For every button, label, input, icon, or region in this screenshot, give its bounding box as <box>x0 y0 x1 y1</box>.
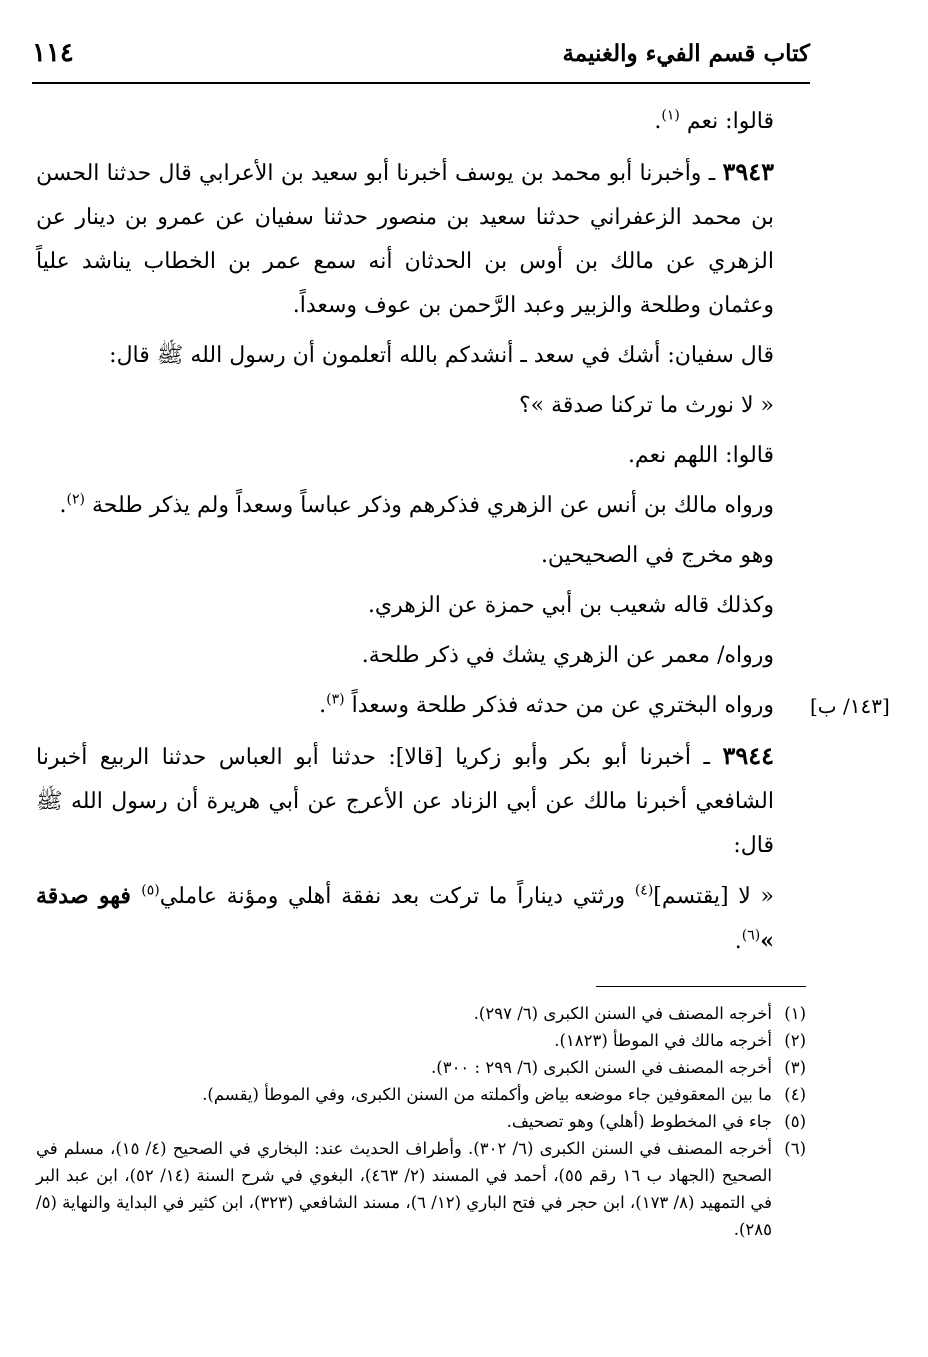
footnote-text: أخرجه المصنف في السنن الكبرى (٦/ ٣٠٢). وأطراف الحديث عند: البخاري في الصحيح (٤/ ١٥)، مسلم في الصحيح (الجهاد ب ١٦ رقم ٥٥)، أحمد في المسند (٢/ ٤٦٣)، البغوي في شرح السنة (١٤/ ٥٢)، ابن عبد البر في التمهيد (٨/ ١٧٣)، ابن حجر في فتح الباري (١٢/ ٦)، مسند الشافعي (٣٢٣)، ابن كثير في البداية والنهاية (٥/ ٢٨٥). <box>36 1139 772 1239</box>
paragraph: ورواه البختري عن من حدثه فذكر طلحة وسعداً $^{(٣)}$. <box>319 691 774 718</box>
footnote-ref: (٤) <box>634 882 654 899</box>
footnote-ref: (١) <box>661 107 680 124</box>
footnote <box>36 1054 806 1081</box>
footnote <box>36 1081 806 1108</box>
hadith-number: ٣٩٤٣ <box>722 157 774 186</box>
paragraph: وهو مخرج في الصحيحين. <box>540 543 774 568</box>
paragraph: ورواه/ معمر عن الزهري يشك في ذكر طلحة. <box>361 643 774 668</box>
footnote-number: (٤) <box>784 1085 806 1104</box>
footnote-number: (١) <box>784 1004 806 1023</box>
footnote-text: أخرجه مالك في الموطأ (١٨٢٣). <box>554 1031 772 1050</box>
footnote-text: أخرجه المصنف في السنن الكبرى (٦/ ٢٩٧). <box>473 1004 772 1023</box>
footnote-ref: (٦) <box>741 927 761 944</box>
footnote-number: (٣) <box>784 1058 806 1077</box>
footnote <box>36 1027 806 1054</box>
hadith-paragraph: ٣٩٤٣ ـ وأخبرنا أبو محمد بن يوسف أخبرنا أبو سعيد بن الأعرابي قال حدثنا الحسن بن محمد الزعفراني حدثنا سعيد بن منصور حدثنا سفيان عن عمرو بن دينار عن الزهري عن مالك بن أوس بن الحدثان أنه سمع عمر بن الخطاب يناشد علياً وعثمان وطلحة والزبير وعبد الرَّحمن بن عوف وسعداً. <box>36 157 774 318</box>
footnote-ref: (٣) <box>326 691 345 708</box>
footnote-divider <box>596 986 806 987</box>
manuscript-folio-marker: [١٤٣/ ب] <box>810 694 890 718</box>
footnote-ref: (٢) <box>66 491 85 508</box>
hadith-paragraph: ٣٩٤٤ ـ أخبرنا أبو بكر وأبو زكريا [قالا]: حدثنا أبو العباس حدثنا الربيع أخبرنا الشافعي أخبرنا مالك عن أبي الزناد عن الأعرج عن أبي هريرة أن رسول الله ﷺ قال: <box>36 741 774 858</box>
page-header <box>32 34 810 80</box>
paragraph: وكذلك قاله شعيب بن أبي حمزة عن الزهري. <box>367 593 774 618</box>
paragraph: قالوا: نعم $^{(١)}$. <box>654 107 774 134</box>
chapter-title: كتاب قسم الفيء والغنيمة <box>562 40 810 67</box>
footnote-text: جاء في المخطوط (أهلي) وهو تصحيف. <box>506 1112 772 1131</box>
page-number: ١١٤ <box>32 38 74 68</box>
paragraph: ورواه مالك بن أنس عن الزهري فذكرهم وذكر عباساً وسعداً ولم يذكر طلحة $^{(٢)}$. <box>59 491 774 518</box>
footnote-number: (٦) <box>784 1139 806 1158</box>
footnote-number: (٥) <box>784 1112 806 1131</box>
hadith-quote: « لا [يقتسم]$^{(٤)}$ ورثتي ديناراً ما تركت بعد نفقة أهلي ومؤنة عاملي$^{(٥)}$ فهو صدقة »$^{(٦)}$. <box>36 882 775 954</box>
footnote-text: ما بين المعقوفين جاء موضعه بياض وأكملته من السنن الكبرى، وفي الموطأ (يقسم). <box>202 1085 772 1104</box>
footnote-text: أخرجه المصنف في السنن الكبرى (٦/ ٢٩٩ : ٣٠٠). <box>431 1058 772 1077</box>
footnote <box>36 1000 806 1027</box>
footnote <box>36 1135 806 1243</box>
paragraph: قال سفيان: أشك في سعد ـ أنشدكم بالله أتعلمون أن رسول الله ﷺ قال: <box>109 343 774 368</box>
paragraph: قالوا: اللهم نعم. <box>627 443 774 468</box>
footnote-number: (٢) <box>784 1031 806 1050</box>
hadith-number: ٣٩٤٤ <box>722 741 774 770</box>
hadith-quote: « لا نورث ما تركنا صدقة »؟ <box>518 393 774 418</box>
footnote <box>36 1108 806 1135</box>
main-text <box>36 100 806 970</box>
header-divider <box>32 82 810 84</box>
footnote-ref: (٥) <box>141 882 160 899</box>
footnotes <box>36 1000 806 1243</box>
